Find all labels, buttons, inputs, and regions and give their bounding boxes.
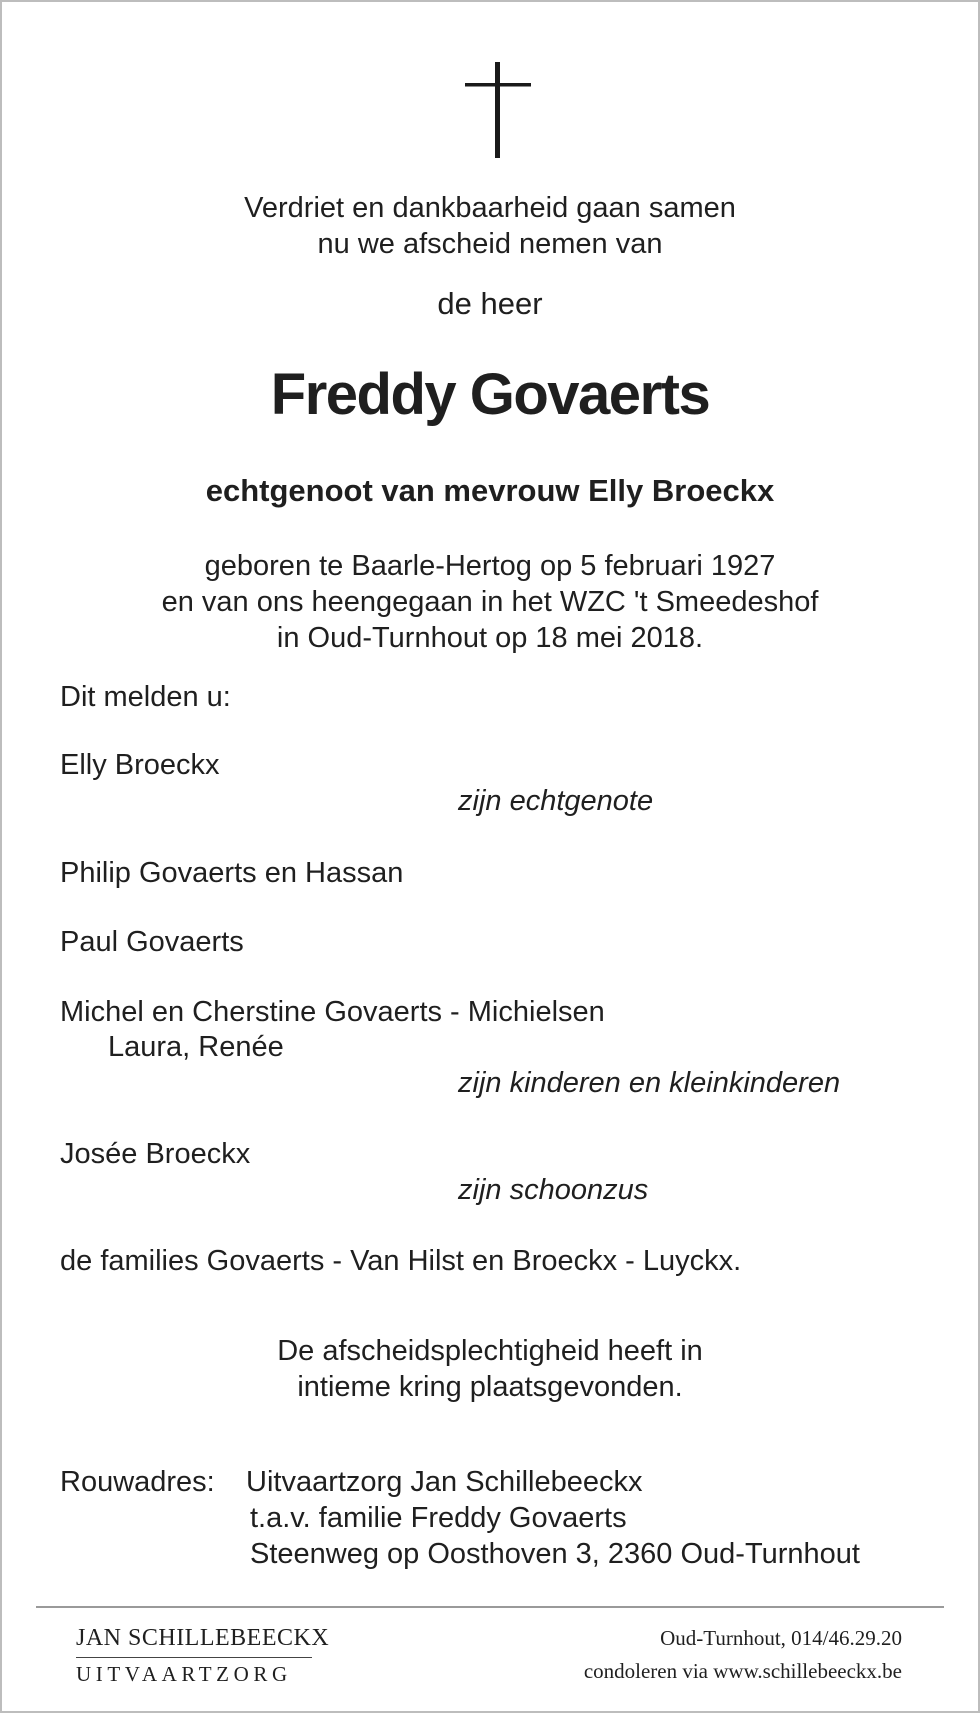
- cross-icon: [463, 62, 533, 158]
- families-line: de families Govaerts - Van Hilst en Broeckx - Luyckx.: [60, 1245, 742, 1277]
- family-member-child-3: Michel en Cherstine Govaerts - Michielsen: [60, 996, 605, 1028]
- address-line-1: Uitvaartzorg Jan Schillebeeckx: [246, 1466, 643, 1498]
- footer-condolences-link[interactable]: condoleren via www.schillebeeckx.be: [583, 1659, 902, 1683]
- intro-line-1: Verdriet en dankbaarheid gaan samen: [244, 192, 736, 224]
- family-member-child-2: Paul Govaerts: [60, 926, 244, 958]
- ceremony-line-1: De afscheidsplechtigheid heeft in: [277, 1335, 703, 1367]
- ceremony-line-2: intieme kring plaatsgevonden.: [297, 1371, 683, 1403]
- birth-line: geboren te Baarle-Hertog op 5 februari 1927: [204, 550, 776, 582]
- brand-divider: [76, 1657, 312, 1658]
- announcers-intro: Dit melden u:: [60, 681, 231, 713]
- sister-in-law-role: zijn schoonzus: [458, 1174, 649, 1206]
- address-label: Rouwadres:: [60, 1466, 215, 1498]
- family-member-spouse: Elly Broeckx: [60, 749, 220, 781]
- spouse-line: echtgenoot van mevrouw Elly Broeckx: [205, 473, 775, 508]
- intro-line-2: nu we afscheid nemen van: [317, 228, 663, 260]
- death-line-1: en van ons heengegaan in het WZC 't Smeedeshof: [161, 586, 819, 618]
- address-line-3: Steenweg op Oosthoven 3, 2360 Oud-Turnhout: [250, 1538, 860, 1570]
- spouse-role: zijn echtgenote: [458, 785, 654, 817]
- address-line-2: t.a.v. familie Freddy Govaerts: [250, 1502, 627, 1534]
- title-prefix: de heer: [437, 286, 543, 321]
- family-member-sister-in-law: Josée Broeckx: [60, 1138, 251, 1170]
- death-line-2: in Oud-Turnhout op 18 mei 2018.: [276, 622, 704, 654]
- footer-contact: Oud-Turnhout, 014/46.29.20: [660, 1626, 902, 1650]
- deceased-name: Freddy Govaerts: [270, 362, 710, 427]
- children-role: zijn kinderen en kleinkinderen: [458, 1067, 841, 1099]
- grandchildren: Laura, Renée: [108, 1031, 284, 1063]
- funeral-home-type: UITVAARTZORG: [76, 1662, 292, 1686]
- family-member-child-1: Philip Govaerts en Hassan: [60, 857, 404, 889]
- funeral-home-name: JAN SCHILLEBEECKX: [76, 1625, 330, 1651]
- footer-divider: [36, 1606, 944, 1608]
